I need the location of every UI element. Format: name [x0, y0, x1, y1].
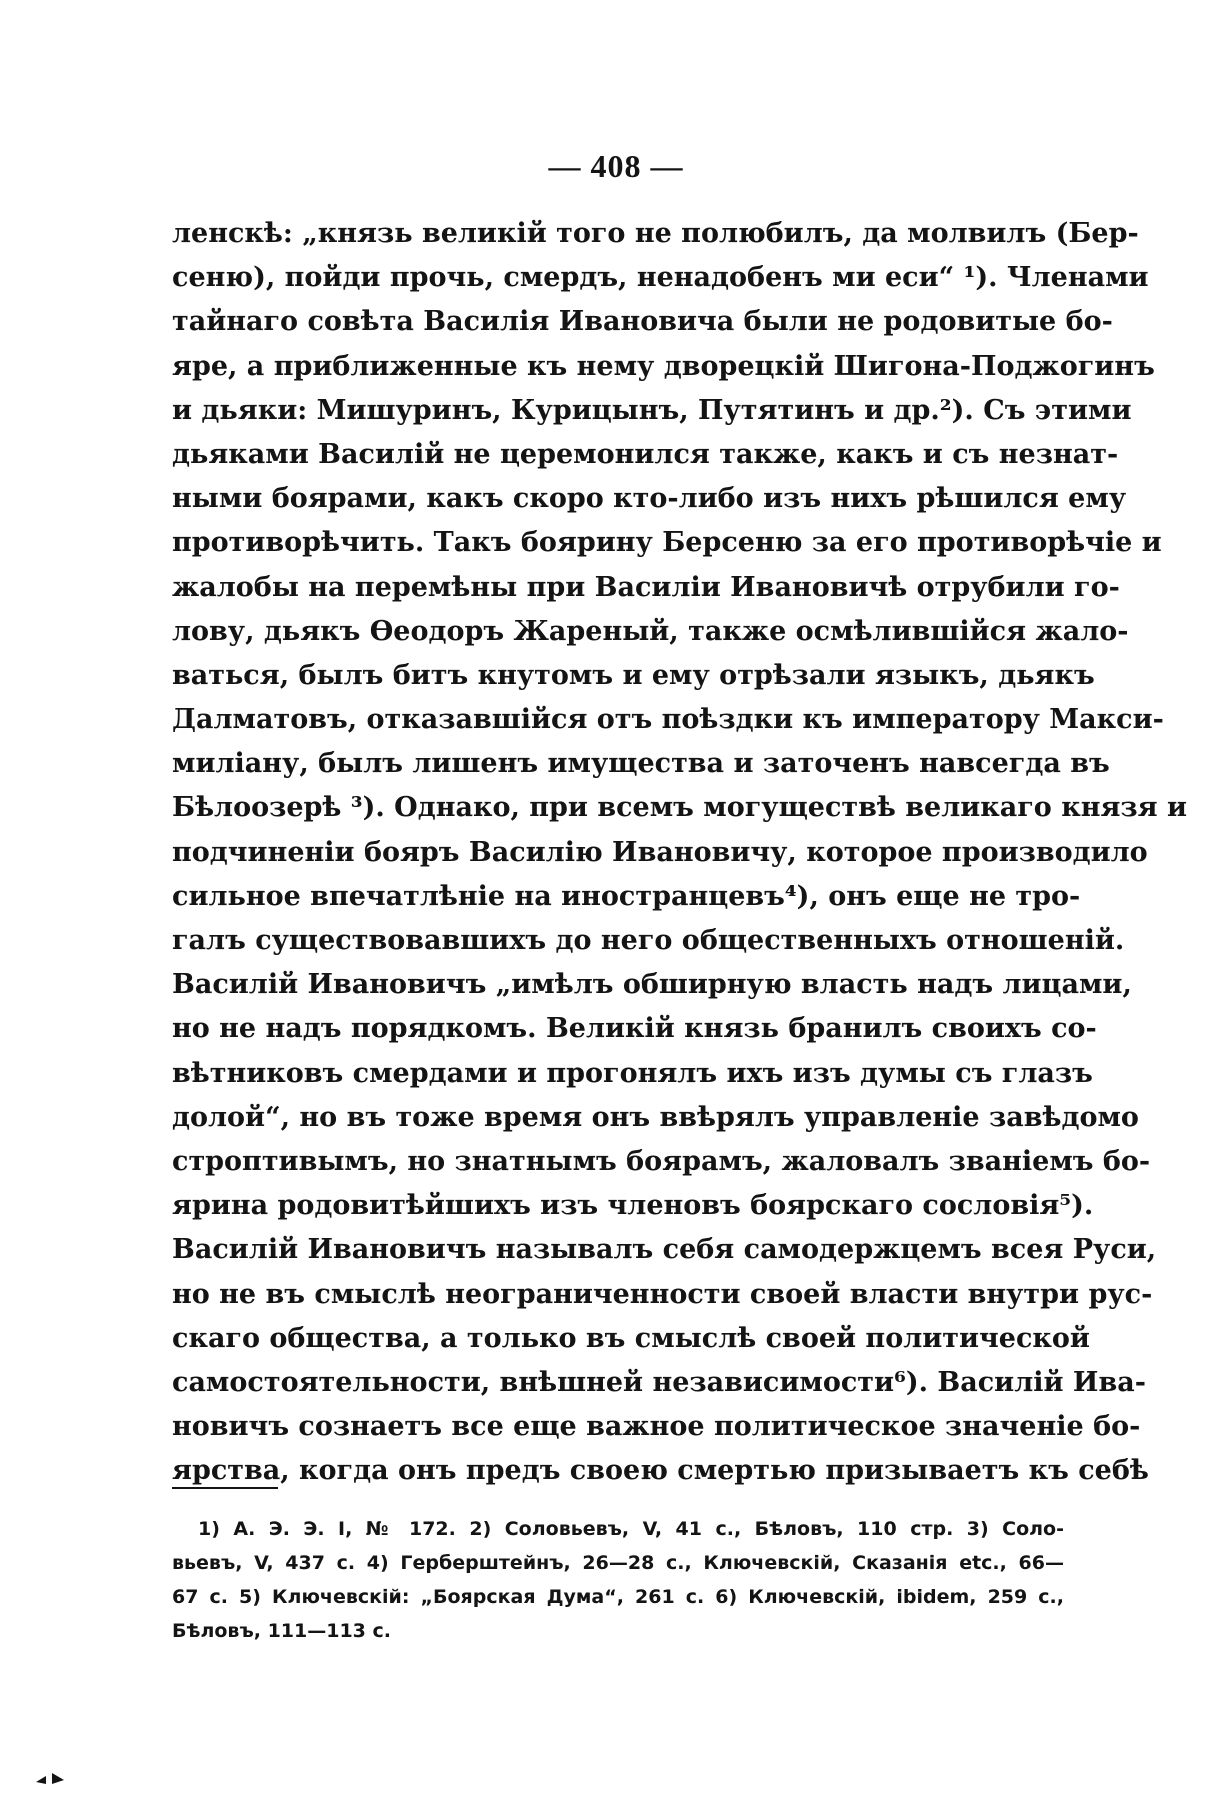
footnote-line: Бѣловъ, 111—113 с.	[172, 1620, 391, 1642]
footnote-line: 67 с. 5) Ключевскій: „Боярская Дума“, 261 с. 6) Ключевскій, ibidem, 259 с.,	[172, 1586, 1064, 1608]
text-line: но не въ смыслѣ неограниченности своей власти внутри рус-	[172, 1278, 1153, 1310]
text-line: ярства, когда онъ предъ своею смертью призываетъ къ себѣ	[172, 1455, 1149, 1487]
text-line: миліану, былъ лишенъ имущества и заточенъ навсегда въ	[172, 748, 1110, 780]
main-text	[172, 212, 1188, 1493]
text-line: дьяками Василій не церемонился также, какъ и съ незнат-	[172, 438, 1119, 470]
text-line: сеню), пойди прочь, смердъ, ненадобенъ ми еси“ ¹). Членами	[172, 262, 1149, 294]
footnotes	[172, 1512, 1064, 1648]
text-line: галъ существовавшихъ до него общественныхъ отношеній.	[172, 925, 1125, 956]
text-line: Далматовъ, отказавшійся отъ поѣздки къ императору Макси-	[172, 704, 1164, 736]
text-line: ярина родовитѣйшихъ изъ членовъ боярскаго сословія⁵).	[172, 1190, 1094, 1222]
text-line: скаго общества, а только въ смыслѣ своей политической	[172, 1322, 1090, 1354]
text-line: лову, дьякъ Ѳеодоръ Жареный, также осмѣлившійся жало-	[172, 615, 1129, 647]
text-line: Бѣлоозерѣ ³). Однако, при всемъ могуществѣ великаго князя и	[172, 792, 1188, 824]
text-line: противорѣчить. Такъ боярину Берсеню за его противорѣчіе и	[172, 527, 1162, 559]
text-line: яре, а приближенные къ нему дворецкій Шигона-Поджогинъ	[172, 350, 1155, 382]
text-line: подчиненіи бояръ Василію Ивановичу, которое производило	[172, 836, 1148, 868]
text-line: строптивымъ, но знатнымъ боярамъ, жаловалъ званіемъ бо-	[172, 1145, 1151, 1177]
text-line: Василій Ивановичъ „имѣлъ обширную власть надъ лицами,	[172, 969, 1132, 1001]
text-line: ленскѣ: „князь великій того не полюбилъ, да молвилъ (Бер-	[172, 218, 1139, 249]
footnote-divider	[172, 1487, 278, 1489]
text-line: но не надъ порядкомъ. Великій князь бранилъ своихъ со-	[172, 1013, 1097, 1045]
text-line: новичъ сознаетъ все еще важное политическое значеніе бо-	[172, 1411, 1141, 1443]
text-line: самостоятельности, внѣшней независимости⁶). Василій Ива-	[172, 1366, 1146, 1398]
text-line: ваться, былъ битъ кнутомъ и ему отрѣзали языкъ, дьякъ	[172, 659, 1095, 691]
page-number: — 408 —	[548, 148, 684, 184]
text-line: ными боярами, какъ скоро кто-либо изъ нихъ рѣшился ему	[172, 483, 1127, 515]
text-line: жалобы на перемѣны при Василіи Ивановичѣ отрубили го-	[172, 571, 1120, 603]
text-line: вѣтниковъ смердами и прогонялъ ихъ изъ думы съ глазъ	[172, 1057, 1093, 1089]
text-line: Василій Ивановичъ называлъ себя самодержцемъ всея Руси,	[172, 1234, 1157, 1266]
text-line: сильное впечатлѣніе на иностранцевъ⁴), онъ еще не тро-	[172, 880, 1081, 912]
footnote-line: вьевъ, V, 437 с. 4) Герберштейнъ, 26—28 с., Ключевскій, Сказанія etc., 66—	[172, 1552, 1064, 1574]
text-line: и дьяки: Мишуринъ, Курицынъ, Путятинъ и др.²). Съ этими	[172, 394, 1132, 426]
scan-corner-mark-icon	[34, 1768, 82, 1786]
text-line: долой“, но въ тоже время онъ ввѣрялъ управленіе завѣдомо	[172, 1101, 1139, 1133]
footnote-line: 1) А. Э. Э. I, № 172. 2) Соловьевъ, V, 41 с., Бѣловъ, 110 стр. 3) Соло-	[198, 1518, 1064, 1540]
text-line: тайнаго совѣта Василія Ивановича были не родовитые бо-	[172, 306, 1113, 338]
